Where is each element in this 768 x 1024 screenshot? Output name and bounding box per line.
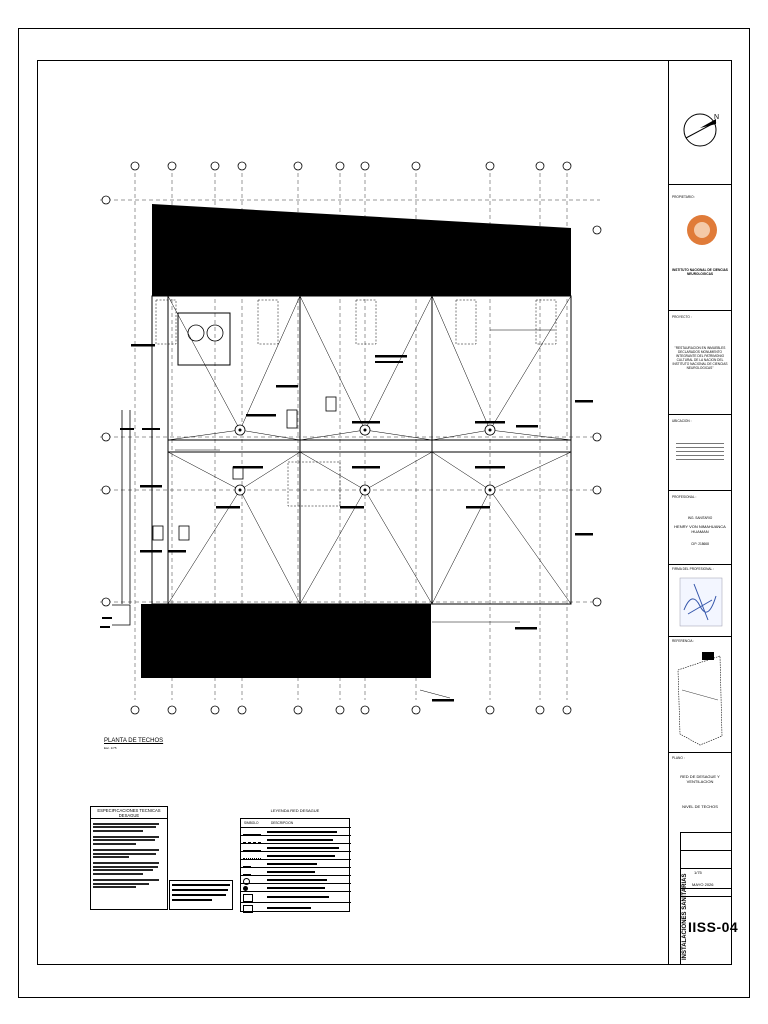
project-text: "RESTAURACION EN INMUEBLES DECLARADOS MONUMENTO INTEGRANTE DEL PATRIMONIO CULTURAL DE LA NACION DEL INSTITUTO NACIONAL DE CIENCIAS NEUROLOGICAS" — [672, 346, 728, 370]
plano-sub: NIVEL DE TECHOS — [682, 804, 718, 809]
escala-value: 1/75 — [694, 870, 702, 875]
propietario-label: PROPIETARIO : — [672, 195, 696, 199]
prof-cip: CIP: 218668 — [691, 542, 709, 546]
profesional-label: PROFESIONAL : — [672, 495, 697, 499]
plan-scale: Esc. 1/75 — [104, 746, 117, 750]
proyecto-label: PROYECTO : — [672, 315, 692, 319]
specialty-title: INSTALACIONES SANITARIAS — [682, 873, 688, 960]
legend-title: LEYENDA RED DESAGUE — [270, 808, 320, 813]
north-label: N — [714, 114, 720, 121]
specs-title: ESPECIFICACIONES TECNICAS DESAGUE — [91, 807, 167, 819]
plan-title: PLANTA DE TECHOS — [104, 738, 164, 744]
sheet-number: IISS-04 — [688, 919, 739, 935]
plano-label: PLANO : — [672, 756, 685, 760]
firma-label: FIRMA DEL PROFESIONAL : — [672, 567, 714, 571]
owner-name: INSTITUTO NACIONAL DE CIENCIAS NEUROLOGICAS — [672, 268, 728, 276]
tb-plano — [668, 752, 732, 832]
fecha-value: MAYO 2026 — [692, 882, 714, 887]
plano-title: RED DE DESAGUE Y VENTILACION — [680, 774, 720, 784]
referencia-label: REFERENCIA : — [672, 639, 695, 643]
prof-name: HENRY VON NIMAHUANCA HUAMAN — [674, 524, 726, 534]
prof-title: ING. SANITARIO — [687, 516, 713, 520]
ubicacion-label: UBICACION : — [672, 419, 692, 423]
legend-header: SIMBOLO DESCRIPCION — [244, 821, 294, 825]
